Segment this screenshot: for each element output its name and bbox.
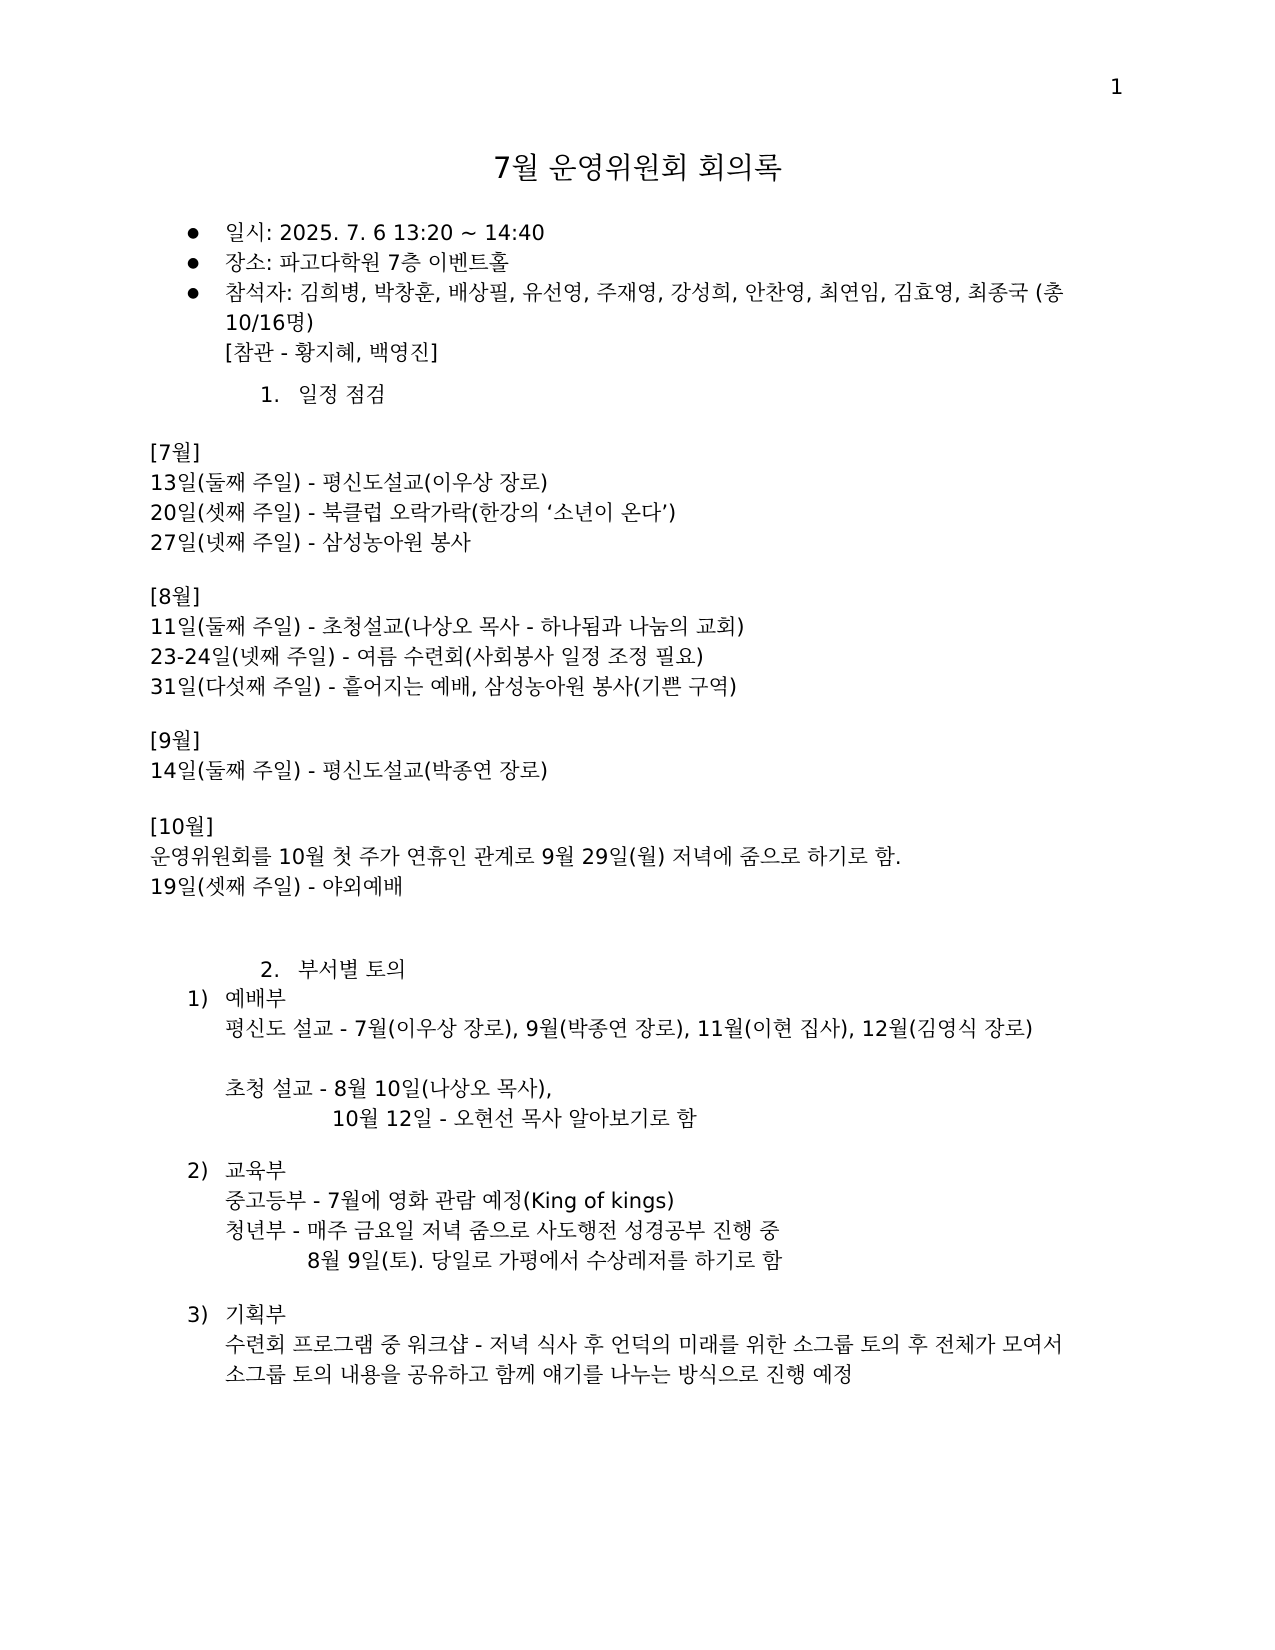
section-heading-departments	[260, 955, 406, 985]
dept-line: 수련회 프로그램 중 워크샵 - 저녁 식사 후 언덕의 미래를 위한 소그룹 토의 후 전체가 모여서	[225, 1333, 1064, 1357]
section-number: 1.	[260, 383, 281, 407]
schedule-line: 20일(셋째 주일) - 북클럽 오락가락(한강의 ‘소년이 온다’)	[150, 501, 677, 525]
dept-line: 중고등부 - 7월에 영화 관람 예정(King of kings)	[225, 1189, 675, 1213]
dept-line: 소그룹 토의 내용을 공유하고 함께 얘기를 나누는 방식으로 진행 예정	[225, 1363, 854, 1387]
info-item-attendees	[187, 278, 1087, 338]
month-block-october	[150, 812, 1150, 902]
page-number: 1	[1110, 75, 1124, 99]
schedule-line: 11일(둘째 주일) - 초청설교(나상오 목사 - 하나됨과 나눔의 교회)	[150, 615, 745, 639]
dept-name: 예배부	[225, 987, 286, 1011]
info-item-location	[187, 248, 1087, 278]
dept-line: 평신도 설교 - 7월(이우상 장로), 9월(박종연 장로), 11월(이현 집사), 12월(김영식 장로)	[225, 1017, 1034, 1041]
info-item-observers	[187, 338, 1087, 368]
dept-name: 교육부	[225, 1159, 286, 1183]
item-number: 2)	[187, 1159, 209, 1183]
info-item-datetime	[187, 218, 1087, 248]
bullet-icon: ●	[187, 285, 200, 301]
bullet-icon: ●	[187, 225, 200, 241]
dept-planning	[187, 1300, 1107, 1390]
schedule-line: 운영위원회를 10월 첫 주가 연휴인 관계로 9월 29일(월) 저녁에 줌으로 하기로 함.	[150, 845, 902, 869]
month-block-july	[150, 438, 1150, 558]
info-datetime: 일시: 2025. 7. 6 13:20 ~ 14:40	[225, 221, 545, 245]
schedule-line: 31일(다섯째 주일) - 흩어지는 예배, 삼성농아원 봉사(기쁜 구역)	[150, 675, 738, 699]
schedule-line: 19일(셋째 주일) - 야외예배	[150, 875, 404, 899]
month-block-august	[150, 582, 1150, 702]
section-title: 부서별 토의	[298, 958, 407, 982]
month-block-september	[150, 726, 1150, 786]
observers-note: [참관 - 황지혜, 백영진]	[225, 341, 438, 365]
schedule-line: 27일(넷째 주일) - 삼성농아원 봉사	[150, 531, 471, 555]
dept-worship	[187, 984, 1107, 1134]
dept-line: 초청 설교 - 8월 10일(나상오 목사),	[225, 1077, 553, 1101]
dept-line: 10월 12일 - 오현선 목사 알아보기로 함	[332, 1107, 697, 1131]
dept-name: 기획부	[225, 1303, 286, 1327]
dept-line: 청년부 - 매주 금요일 저녁 줌으로 사도행전 성경공부 진행 중	[225, 1219, 780, 1243]
dept-line: 8월 9일(토). 당일로 가평에서 수상레저를 하기로 함	[307, 1249, 783, 1273]
section-title: 일정 점검	[298, 383, 386, 407]
month-label: [9월]	[150, 729, 201, 753]
month-label: [7월]	[150, 441, 201, 465]
meeting-info-list	[187, 218, 1087, 368]
bullet-icon: ●	[187, 255, 200, 271]
schedule-line: 14일(둘째 주일) - 평신도설교(박종연 장로)	[150, 759, 549, 783]
item-number: 3)	[187, 1303, 209, 1327]
dept-education	[187, 1156, 1107, 1276]
item-number: 1)	[187, 987, 209, 1011]
section-number: 2.	[260, 958, 281, 982]
info-attendees: 참석자: 김희병, 박창훈, 배상필, 유선영, 주재영, 강성희, 안찬영, 최연임, 김효영, 최종국 (총 10/16명)	[225, 281, 1064, 335]
info-location: 장소: 파고다학원 7층 이벤트홀	[225, 251, 509, 275]
schedule-line: 23-24일(넷째 주일) - 여름 수련회(사회봉사 일정 조정 필요)	[150, 645, 704, 669]
month-label: [10월]	[150, 815, 214, 839]
schedule-line: 13일(둘째 주일) - 평신도설교(이우상 장로)	[150, 471, 549, 495]
month-label: [8월]	[150, 585, 201, 609]
document-title: 7월 운영위원회 회의록	[492, 151, 782, 185]
section-heading-schedule	[260, 380, 386, 410]
